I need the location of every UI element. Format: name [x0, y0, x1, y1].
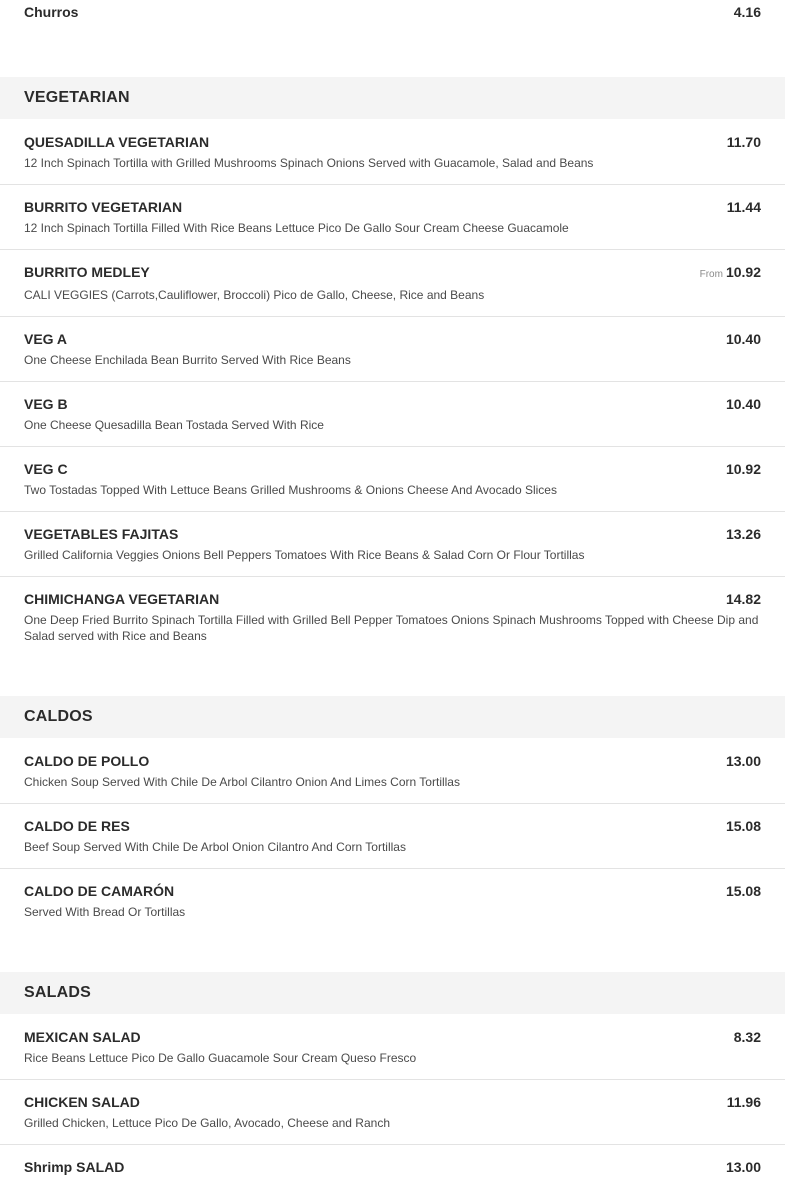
item-price: 14.82 [725, 591, 761, 607]
price-value: 10.92 [725, 264, 761, 280]
menu-item-chicken-salad[interactable] [0, 1093, 785, 1145]
item-name: QUESADILLA VEGETARIAN [24, 134, 210, 150]
item-price: 8.32 [733, 1029, 761, 1045]
menu-item-burrito-vegetarian[interactable] [0, 198, 785, 250]
item-description: CALI VEGGIES (Carrots,Cauliflower, Broccoli) Pico de Gallo, Cheese, Rice and Beans [24, 288, 485, 302]
menu-item-caldo-de-camaron[interactable] [0, 882, 785, 922]
item-description: One Cheese Enchilada Bean Burrito Served With Rice Beans [24, 353, 351, 367]
menu-item-churros[interactable] [0, 3, 785, 23]
item-name: CHICKEN SALAD [24, 1094, 140, 1110]
item-price: 13.26 [725, 526, 761, 542]
item-description: Rice Beans Lettuce Pico De Gallo Guacamole Sour Cream Queso Fresco [24, 1051, 417, 1065]
item-name: BURRITO MEDLEY [24, 264, 150, 280]
item-description: 12 Inch Spinach Tortilla Filled With Rice Beans Lettuce Pico De Gallo Sour Cream Cheese Guacamole [24, 221, 569, 235]
menu-item-chimichanga-vegetarian[interactable] [0, 590, 785, 650]
item-name: VEG A [24, 331, 68, 347]
item-description: Grilled California Veggies Onions Bell Peppers Tomatoes With Rice Beans & Salad Corn Or Flour Tortillas [24, 548, 585, 562]
item-price: 15.08 [725, 883, 761, 899]
item-name: VEG B [24, 396, 68, 412]
item-price: 10.40 [725, 396, 761, 412]
menu-item-veg-c[interactable] [0, 460, 785, 512]
menu-item-shrimp-salad[interactable] [0, 1158, 785, 1183]
menu-item-mexican-salad[interactable] [0, 1028, 785, 1080]
menu-item-caldo-de-pollo[interactable] [0, 752, 785, 804]
item-price: 4.16 [733, 4, 761, 20]
item-description: Two Tostadas Topped With Lettuce Beans Grilled Mushrooms & Onions Cheese And Avocado Slices [24, 483, 557, 497]
item-name: BURRITO VEGETARIAN [24, 199, 183, 215]
item-name: CALDO DE POLLO [24, 753, 150, 769]
item-price: 10.92 [725, 461, 761, 477]
price-from-label: From [699, 269, 723, 280]
item-description: Chicken Soup Served With Chile De Arbol Cilantro Onion And Limes Corn Tortillas [24, 775, 460, 789]
item-price: 10.40 [725, 331, 761, 347]
item-price: 13.00 [725, 1159, 761, 1175]
section-header-salads [0, 972, 785, 1014]
item-price: 11.70 [726, 134, 761, 150]
item-price: 11.96 [726, 1094, 761, 1110]
menu-item-quesadilla-vegetarian[interactable] [0, 133, 785, 185]
item-description: Beef Soup Served With Chile De Arbol Onion Cilantro And Corn Tortillas [24, 840, 406, 854]
item-name: CALDO DE RES [24, 818, 130, 834]
section-title: SALADS [24, 984, 91, 1001]
item-name: MEXICAN SALAD [24, 1029, 141, 1045]
item-price [700, 263, 761, 284]
item-price: 15.08 [725, 818, 761, 834]
menu-item-veg-b[interactable] [0, 395, 785, 447]
menu-item-vegetables-fajitas[interactable] [0, 525, 785, 577]
item-description: One Cheese Quesadilla Bean Tostada Served With Rice [24, 418, 324, 432]
item-description: Grilled Chicken, Lettuce Pico De Gallo, Avocado, Cheese and Ranch [24, 1116, 390, 1130]
menu-item-caldo-de-res[interactable] [0, 817, 785, 869]
item-name: Shrimp SALAD [24, 1159, 125, 1175]
section-title: VEGETARIAN [24, 89, 130, 106]
item-name: CHIMICHANGA VEGETARIAN [24, 591, 220, 607]
item-name: VEGETABLES FAJITAS [24, 526, 179, 542]
item-name: Churros [24, 4, 79, 20]
menu-item-veg-a[interactable] [0, 330, 785, 382]
section-title: CALDOS [24, 708, 93, 725]
item-description: One Deep Fried Burrito Spinach Tortilla Filled with Grilled Bell Pepper Tomatoes Onions Spinach Mushrooms Topped with Cheese Dip and Salad served with Rice and Beans [24, 613, 759, 643]
item-price: 13.00 [725, 753, 761, 769]
section-header-caldos [0, 696, 785, 738]
item-description: 12 Inch Spinach Tortilla with Grilled Mushrooms Spinach Onions Served with Guacamole, Salad and Beans [24, 156, 594, 170]
item-name: VEG C [24, 461, 68, 477]
item-description: Served With Bread Or Tortillas [24, 905, 186, 919]
section-header-vegetarian [0, 77, 785, 119]
item-price: 11.44 [726, 199, 761, 215]
menu-item-burrito-medley[interactable] [0, 263, 785, 317]
item-name: CALDO DE CAMARÓN [24, 883, 175, 899]
